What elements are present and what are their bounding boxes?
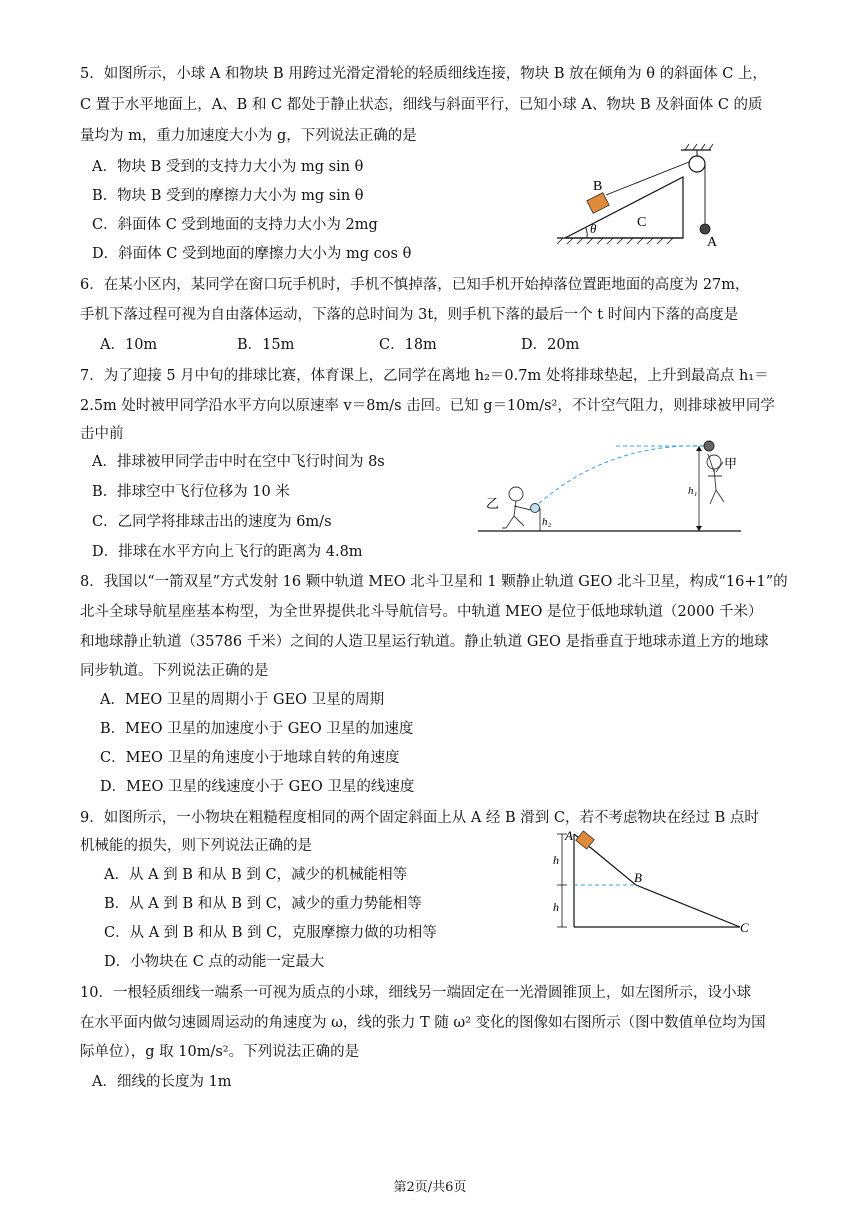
q5-label-a: A xyxy=(707,235,718,250)
q5-incline-pulley-figure xyxy=(555,140,735,250)
q5-option-a: A．物块 B 受到的支持力大小为 mg sin θ xyxy=(92,159,364,175)
page-number-footer: 第2页/共6页 xyxy=(393,1180,467,1195)
q9-option-d: D．小物块在 C 点的动能一定最大 xyxy=(104,954,325,970)
q10-stem-line-1: 10．一根轻质细线一端系一可视为质点的小球，细线另一端固定在一光滑圆锥顶上，如左图所示，设小球 xyxy=(80,985,751,1001)
q8-stem-line-4: 同步轨道。下列说法正确的是 xyxy=(80,663,269,679)
q6-stem-line-2: 手机下落过程可视为自由落体运动，下落的总时间为 3t，则手机下落的最后一个 t 时间内下落的高度是 xyxy=(80,307,739,323)
q7-label-jia: 甲 xyxy=(724,456,738,471)
q6-option-a: A．10m xyxy=(100,337,158,353)
q8-stem-line-2: 北斗全球导航星座基本构型，为全世界提供北斗导航信号。中轨道 MEO 是位于低地球轨道（2000 千米） xyxy=(80,604,763,620)
q5-label-theta: θ xyxy=(590,221,597,236)
q9-option-b: B．从 A 到 B 和从 B 到 C，减少的重力势能相等 xyxy=(104,896,422,912)
q8-option-d: D．MEO 卫星的线速度小于 GEO 卫星的线速度 xyxy=(100,779,415,795)
q9-stem-line-1: 9．如图所示，一小物块在粗糙程度相同的两个固定斜面上从 A 经 B 滑到 C，若不考虑物块在经过 B 点时 xyxy=(80,810,759,826)
q5-stem-line-1: 5．如图所示，小球 A 和物块 B 用跨过光滑定滑轮的轻质细线连接，物块 B 放在倾角为 θ 的斜面体 C 上， xyxy=(80,66,767,82)
q7-label-yi: 乙 xyxy=(486,496,500,511)
q9-stem-line-2: 机械能的损失，则下列说法正确的是 xyxy=(80,838,312,854)
q7-label-h2: h₂ xyxy=(542,516,552,528)
q9-two-slopes-figure xyxy=(550,826,760,938)
q9-label-a: A xyxy=(565,828,573,843)
q7-stem-line-2: 2.5m 处时被甲同学沿水平方向以原速率 v＝8m/s 击回。已知 g＝10m/s²，不计空气阻力，则排球被甲同学 xyxy=(80,398,775,414)
q5-label-c: C xyxy=(637,215,647,230)
q5-stem-line-3: 量均为 m，重力加速度大小为 g，下列说法正确的是 xyxy=(80,128,417,144)
q6-stem-line-1: 6．在某小区内，某同学在窗口玩手机时，手机不慎掉落，已知手机开始掉落位置距地面的高度为 27m， xyxy=(80,277,750,293)
q6-option-d: D．20m xyxy=(521,337,580,353)
q8-stem-line-3: 和地球静止轨道（35786 千米）之间的人造卫星运行轨道。静止轨道 GEO 是指垂直于地球赤道上方的地球 xyxy=(80,634,769,650)
q7-label-h1: h₁ xyxy=(688,485,698,497)
q9-label-h-upper: h xyxy=(553,853,559,867)
q9-label-h-lower: h xyxy=(553,900,559,914)
q6-option-c: C．18m xyxy=(379,337,437,353)
q8-option-a: A．MEO 卫星的周期小于 GEO 卫星的周期 xyxy=(100,692,385,708)
q10-stem-line-3: 际单位），g 取 10m/s²。下列说法正确的是 xyxy=(80,1044,360,1060)
q8-option-b: B．MEO 卫星的加速度小于 GEO 卫星的加速度 xyxy=(100,721,414,737)
q5-option-d: D．斜面体 C 受到地面的摩擦力大小为 mg cos θ xyxy=(92,246,412,262)
q7-stem-line-3: 击中前 xyxy=(80,426,124,442)
q7-option-d: D．排球在水平方向上飞行的距离为 4.8m xyxy=(92,544,363,560)
q7-option-a: A．排球被甲同学击中时在空中飞行时间为 8s xyxy=(92,454,385,470)
q5-option-b: B．物块 B 受到的摩擦力大小为 mg sin θ xyxy=(92,188,364,204)
q10-stem-line-2: 在水平面内做匀速圆周运动的角速度为 ω，线的张力 T 随 ω² 变化的图像如右图所示（图中数值单位均为国 xyxy=(80,1015,766,1031)
q7-option-b: B．排球空中飞行位移为 10 米 xyxy=(92,484,290,500)
q5-stem-line-2: C 置于水平地面上，A、B 和 C 都处于静止状态，细线与斜面平行，已知小球 A、物块 B 及斜面体 C 的质 xyxy=(80,97,763,113)
q9-label-c: C xyxy=(740,920,749,935)
q9-label-b: B xyxy=(634,870,642,885)
q7-volleyball-figure xyxy=(476,432,746,540)
q6-option-b: B．15m xyxy=(237,337,295,353)
q10-option-a: A．细线的长度为 1m xyxy=(92,1074,232,1090)
q9-option-a: A．从 A 到 B 和从 B 到 C，减少的机械能相等 xyxy=(104,867,408,883)
q7-option-c: C．乙同学将排球击出的速度为 6m/s xyxy=(92,514,332,530)
q8-option-c: C．MEO 卫星的角速度小于地球自转的角速度 xyxy=(100,750,400,766)
q5-label-b: B xyxy=(593,179,603,194)
q7-stem-line-1: 7．为了迎接 5 月中旬的排球比赛，体育课上，乙同学在离地 h₂＝0.7m 处将排球垫起，上升到最高点 h₁＝ xyxy=(80,368,769,384)
q8-stem-line-1: 8．我国以“一箭双星”方式发射 16 颗中轨道 MEO 北斗卫星和 1 颗静止轨道 GEO 北斗卫星，构成“16+1”的 xyxy=(80,574,788,590)
q9-option-c: C．从 A 到 B 和从 B 到 C，克服摩擦力做的功相等 xyxy=(104,925,437,941)
q5-option-c: C．斜面体 C 受到地面的支持力大小为 2mg xyxy=(92,217,378,233)
